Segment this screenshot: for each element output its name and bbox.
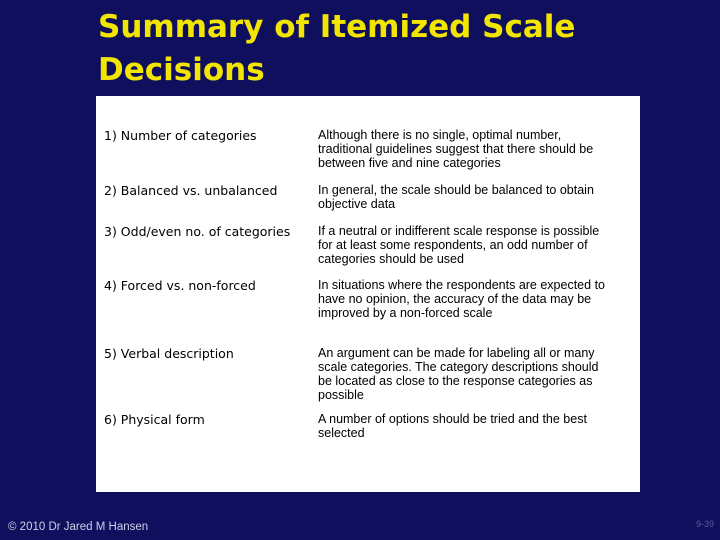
decision-description: An argument can be made for labeling all or many scale categories. The category descriptions should be located as close to the response categories as possible [318, 346, 599, 402]
decision-category: 3) Odd/even no. of categories [104, 224, 291, 239]
decision-category: 6) Physical form [104, 412, 205, 427]
decision-category: 5) Verbal description [104, 346, 234, 361]
decision-description: In situations where the respondents are expected to have no opinion, the accuracy of the data may be improved by a non-forced scale [318, 278, 605, 320]
decision-description: A number of options should be tried and the best selected [318, 412, 587, 440]
slide-title: Summary of Itemized Scale Decisions [98, 9, 576, 88]
decision-category: 2) Balanced vs. unbalanced [104, 183, 278, 198]
page-number: 9-39 [695, 519, 714, 529]
copyright-footer: © 2010 Dr Jared M Hansen [8, 521, 149, 533]
decision-description: Although there is no single, optimal number, traditional guidelines suggest that there should be between five and nine categories [318, 128, 594, 170]
decision-description: If a neutral or indifferent scale response is possible for at least some respondents, an odd number of categories should be used [318, 224, 600, 266]
decisions-table [96, 96, 640, 492]
decision-category: 1) Number of categories [104, 128, 257, 143]
decision-category: 4) Forced vs. non-forced [104, 278, 256, 293]
decision-description: In general, the scale should be balanced to obtain objective data [318, 183, 594, 211]
